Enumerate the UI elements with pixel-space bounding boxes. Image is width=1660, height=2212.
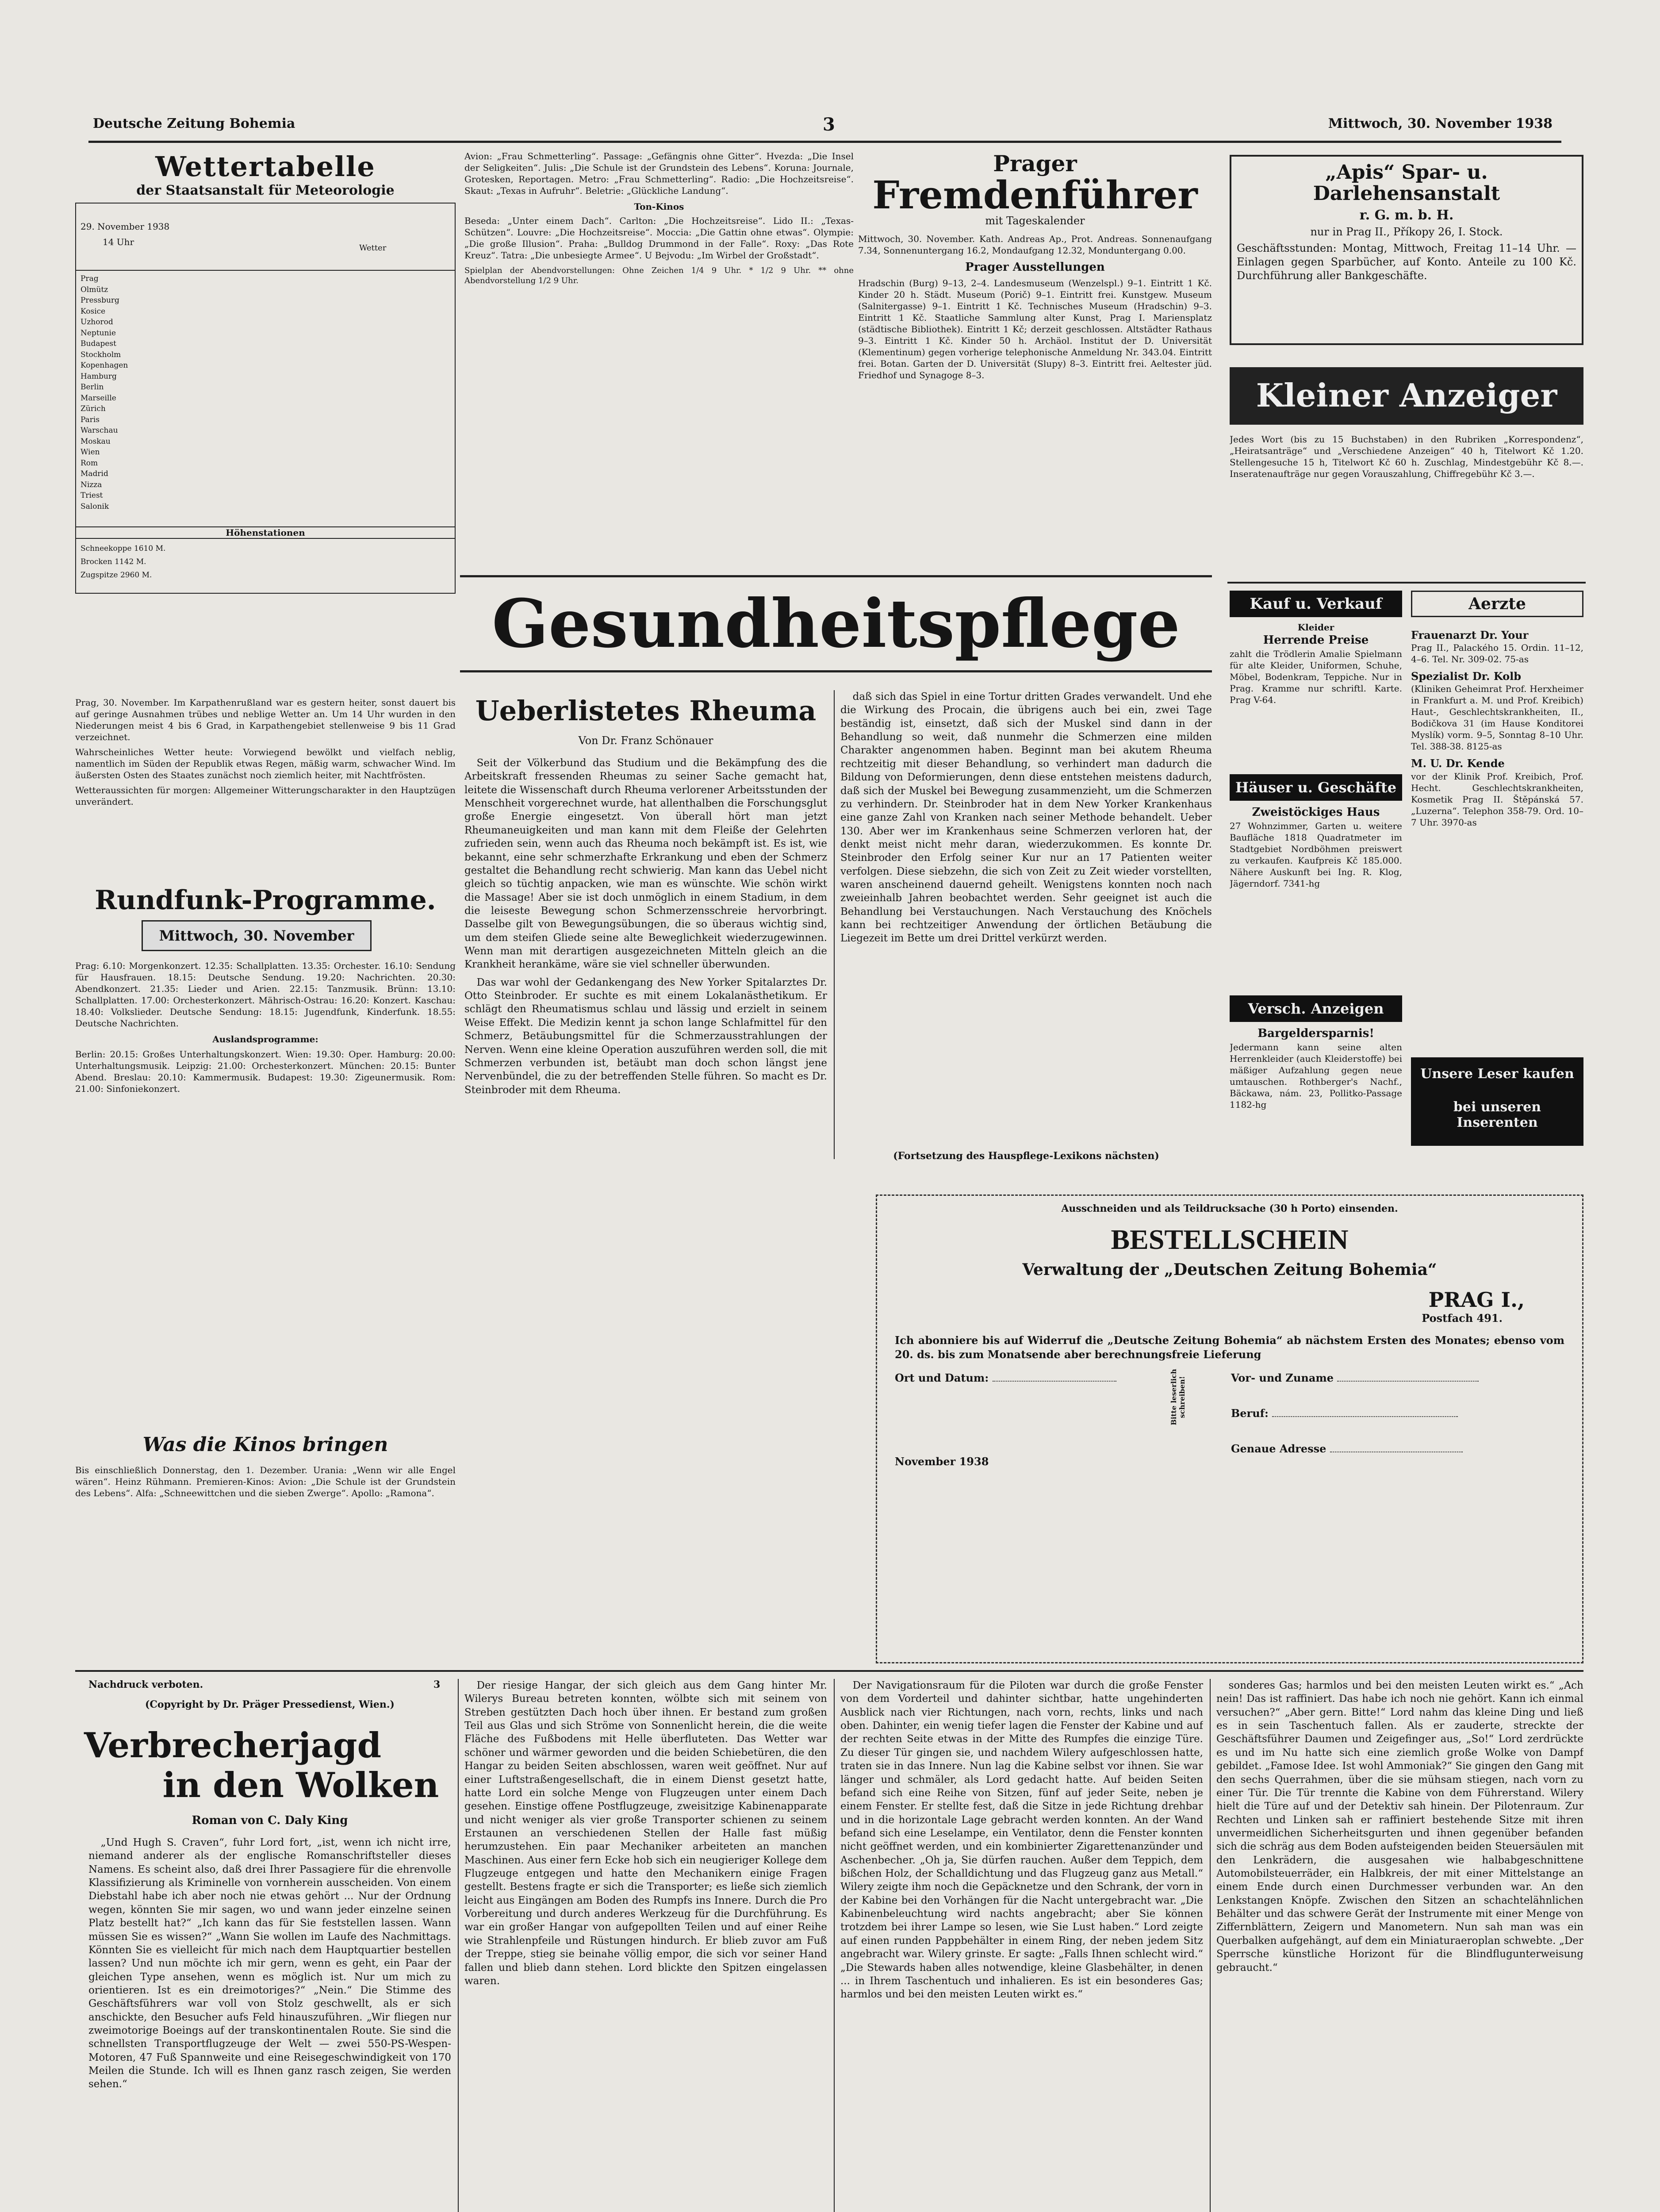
station-row: Salonik: [81, 502, 109, 511]
bestell-vorname-label: Vor- und Zuname: [1231, 1371, 1334, 1384]
name-field[interactable]: [1337, 1371, 1479, 1382]
versch-title: Versch. Anzeigen: [1248, 1000, 1384, 1017]
versch-heading: Bargeldersparnis!: [1257, 1027, 1374, 1040]
kleiner-anzeiger-title: Kleiner Anzeiger: [1256, 376, 1557, 414]
weather-report-text: Prag, 30. November. Im Karpathenrußland war es gestern heiter, sonst dauert bis auf geringe Ausnahmen trübes und neblige Wetter an. Um 14 Uhr wurden in den Niederungen meist 4 bis 6 Grad, in Karpathengebiet stellenweise 9 bis 11 Grad verzeichnet.: [75, 697, 456, 742]
roman-copyright: (Copyright by Dr. Präger Pressedienst, Wien.): [145, 1699, 395, 1710]
gesundheit-right-column: [840, 690, 1212, 1141]
roman-col4-text: sonderes Gas; harmlos und bei den meisten Leuten wirkt es.“ „Ach nein! Das ist raffiniert. Das habe ich noch nie gehört. Kann ich einmal versuchen?“ „Aber gern. Bitte!“ Lord nahm das kleine Ding und ließ es in sein Taschentuch fallen. Als er zauderte, streckte der Geschäftsführer Daumen und Zeigefinger aus, „So!“ Lord zerdrückte es und im Nu hatte sich eine ziemlich große Wolke von Dampf gebildet. „Famose Idee. Ist wohl Ammoniak?“ Sie gingen den Gang mit den sechs Querrahmen, über die sie mühsam stiegen, nach vorn zu einer Tür. Die Tür trennte die Kabine von dem Führerstand. Wilery hielt die Türe auf und der Detektiv sah hinein. Der Pilotenraum. Zur Rechten und Linken sah er raffiniert bestehende Sitze mit ihren unvermeidlichen Sicherheitsgurten und ihnen gegenüber befanden sich die schräg aus dem Boden aufsteigenden beiden Steuersäulen mit den Lenkrädern, die ausgesahen wie halbabgeschnittene Automobilsteuerräder, ein Halbkreis, der mit einer Mittelstange an einem Ende durch einen Durchmesser verbunden war. An den Lenkstangen Knöpfe. Zwischen den Sitzen an schachtelähnlichen Behälter und das schwere Gerät der Instrumente mit einer Menge von Ziffernblättern, Zeigern und Manometern. Nun sah man was ein Querbalken aufgehängt, auf dem ein Miniaturaeroplan schwebte. „Der Sperrsche künstliche Horizont für die Blindflugunterweisung gebraucht.“: [1216, 1680, 1583, 1974]
weather-forecast: Wahrscheinliches Wetter heute: Vorwiegend bewölkt und vielfach neblig, namentlich im Süden der Republik etwas Regen, mäßig warm, schwacher Wind. Im äußersten Osten des Staates zunächst noch ziemlich heiter, mit Nachtfrösten.: [75, 747, 456, 780]
station-row: Olmütz: [81, 285, 108, 294]
roman-title2: in den Wolken: [162, 1765, 439, 1805]
versch-text: Jedermann kann seine alten Herrenkleider (auch Kleiderstoffe) bei mäßiger Aufzahlung gegen neue umtauschen. Rothberger's Nachf., Bäckawa, nám. 23, Pollitko-Passage 1182-hg: [1230, 1041, 1402, 1110]
kino-list: [464, 150, 854, 571]
kauf-title: Kauf u. Verkauf: [1250, 595, 1382, 613]
kauf-text: zahlt die Trödlerin Amalie Spielmann für alte Kleider, Uniformen, Schuhe, Möbel, Bodenkram, Teppiche. Nur in Prag. Kramme nur schriftl. Karte. Prag V-64.: [1230, 648, 1402, 705]
gesundheit-banner-text: Gesundheitspflege: [492, 585, 1180, 663]
issue-date: Mittwoch, 30. November 1938: [1328, 116, 1553, 131]
fremdenfuehrer-section: [858, 150, 1212, 562]
station-row: Moskau: [81, 437, 111, 446]
bestell-stamp: Bitte leserlich schreiben!: [1169, 1369, 1186, 1425]
station-row: Rom: [81, 458, 98, 468]
station-row: Triest: [81, 491, 103, 500]
kinos-bringen-title: Was die Kinos bringen: [142, 1433, 388, 1456]
bestell-text: Ich abonniere bis auf Widerruf die „Deutsche Zeitung Bohemia“ ab nächstem Ersten des Monates; ebenso vom 20. ds. bis zum Monatsende aber berechnungsfreie Lieferung: [895, 1334, 1564, 1361]
table-header: [76, 204, 455, 271]
kino-ton: Beseda: „Unter einem Dach“. Carlton: „Die Hochzeitsreise“. Lido II.: „Texas-Schützen“. Louvre: „Die Hochzeitsreise“. Moccia: „Die Gattin ohne etwas“. Olympie: „Die große Illusion“. Praha: „Bulldog Drummond in der Falle“. Roxy: „Das Rote Kreuz“. Tatra: „Die unbesiegte Armee“. U Bejvodu: „Im Wirbel der Großstadt“.: [464, 215, 854, 261]
weather-table: [75, 203, 456, 594]
roman-col4: [1216, 1679, 1583, 2212]
gesundheit-byline: Von Dr. Franz Schönauer: [578, 734, 713, 747]
aerzte-entry-text: (Kliniken Geheimrat Prof. Herxheimer in Frankfurt a. M. und Prof. Kreibich) Haut-, Geschlechtskrankheiten, II., Bodičkova 31 (im Hause Konditorei Myslík) vorm. 9–5, Sonntag 8–10 Uhr. Tel. 388-38. 8125-as: [1411, 684, 1583, 752]
fremden-small-title: Prager: [993, 150, 1077, 177]
running-header: [93, 116, 1553, 138]
haeuser-title: Häuser u. Geschäfte: [1235, 779, 1397, 796]
apis-subtitle: r. G. m. b. H.: [1359, 207, 1454, 223]
gesundheit-banner: [460, 575, 1212, 672]
radio-text: Prag: 6.10: Morgenkonzert. 12.35: Schallplatten. 13.35: Orchester. 16.10: Sendung für Hausfrauen. 18.15: Deutsche Sendung. 19.20: Nachrichten. 20.30: Abendkonzert. 21.35: Lieder und Arien. 22.15: Tanzmusik. Brünn: 13.10: Schallplatten. 17.00: Orchesterkonzert. Mährisch-Ostrau: 16.20: Konzert. Kaschau: 18.40: Volkslieder. Deutsche Sendung: 18.15: Jugendfunk, Kinderfunk. 18.55: Deutsche Nachrichten.: [75, 960, 456, 1029]
bestell-line1: Verwaltung der „Deutschen Zeitung Bohemia“: [1022, 1260, 1437, 1279]
table-time: 14 Uhr: [103, 237, 134, 247]
radio-programme: [75, 960, 456, 1261]
roman-title1: Verbrecherjagd: [84, 1725, 382, 1766]
fremden-text: Hradschin (Burg) 9–13, 2–4. Landesmuseum (Wenzelspl.) 9–1. Eintritt 1 Kč. Kinder 20 h. Städt. Museum (Porič) 9–1. Eintritt frei. Kunstgew. Museum (Salnitergasse) 9–1. Eintritt 1 Kč. Technisches Museum (Hradschin) 9–3. Eintritt 1 Kč. Staatliche Sammlung alter Kunst, Prag I. Mariensplatz (städtische Bibliothek). Eintritt 1 Kč; derzeit geschlossen. Altstädter Rathaus 9–3. Eintritt 1 Kč. Kinder 50 h. Archäol. Institut der D. Universität (Klementinum) gegen vorherige telephonische Anmeldung Nr. 343.04. Eintritt frei. Botan. Garten der D. Universität (Slupy) 8–3. Eintritt frei. Aeltester jüd. Friedhof und Synagoge 8–3.: [858, 278, 1212, 380]
station-row: Madrid: [81, 469, 108, 478]
gesundheit-right-text: daß sich das Spiel in eine Tortur dritten Grades verwandelt. Und ehe die Wirkung des Procain, die übrigens auch bei ein, zwei Tage beständig ist, einsetzt, daß sich der Muskel sind dann in der Behandlung so weit, daß nunmehr die Schmerzen eine milden Charakter angenommen haben. Beginnt man bei akutem Rheuma rechtzeitig mit dieser Behandlung, so verhindert man dadurch die Bildung von Deformierungen, denn diese entstehen meistens dadurch, daß sich der Muskel bei Bewegung zusammenzieht, um die Schmerzen zu verhindern. Dr. Steinbroder hat in dem New Yorker Krankenhaus eine ganze Zahl von Kranken nach seiner Methode behandelt. Ueber 130. Aber wer im Krankenhaus seine Schmerzen verloren hat, der denkt meist nicht mehr daran, wiederzukommen. Es konnte Dr. Steinbroder den Erfolg seiner Kur nur an 17 Patienten weiter verfolgen. Diese siebzehn, die sich von Zeit zu Zeit wieder vorstellten, waren anscheinend dauernd geheilt. Wenigstens konnten noch nach zweieinhalb Jahren beobachtet werden. Sehr geeignet ist auch die Behandlung bei Verstauchungen. Nach Verstauchung des Knöchels kann bei rechtzeitiger Anwendung der örtlichen Betäubung die Liegezeit im Bette um drei Drittel verkürzt werden.: [840, 691, 1212, 945]
radio-foreign-text: Berlin: 20.15: Großes Unterhaltungskonzert. Wien: 19.30: Oper. Hamburg: 20.00: Unterhaltungsmusik. Leipzig: 21.00: Orchesterkonzert. München: 20.15: Bunter Abend. Breslau: 20.10: Kammermusik. Budapest: 19.30: Zigeunermusik. Rom: 21.00: Sinfoniekonzert.: [75, 1049, 456, 1094]
roman-notice: Nachdruck verboten.: [88, 1679, 203, 1690]
highstation-row: Zugspitze 2960 M.: [81, 571, 152, 580]
gesundheit-col-divider: [834, 690, 835, 1159]
highstation-row: Brocken 1142 M.: [81, 557, 146, 566]
kino-times: Spielplan der Abendvorstellungen: Ohne Zeichen 1/4 9 Uhr. * 1/2 9 Uhr. ** ohne Abendvorstellung 1/2 9 Uhr.: [464, 266, 854, 286]
ads-divider: [1227, 582, 1586, 584]
weather-subtitle: der Staatsanstalt für Meteorologie: [136, 183, 395, 198]
station-row: Wien: [81, 448, 100, 457]
fremden-intro: Mittwoch, 30. November. Kath. Andreas Ap., Prot. Andreas. Sonnenaufgang 7.34, Sonnenuntergang 16.2, Mondaufgang 12.32, Monduntergang 0.00.: [858, 234, 1212, 256]
kino-premieren: Avion: „Frau Schmetterling“. Passage: „Gefängnis ohne Gitter“. Hvezda: „Die Insel der Seligkeiten“. Julis: „Die Schule ist der Grundstein des Lebens“. Koruna: Journale, Grotesken, Reportagen. Metro: „Frau Schmetterling“. Radio: „Die Hochzeitsreise“. Skaut: „Texas in Aufruhr“. Beletrie: „Glückliche Landung“.: [464, 151, 854, 196]
station-row: Pressburg: [81, 296, 119, 305]
roman-divider-2: [834, 1679, 835, 2212]
ton-kinos-title: Ton-Kinos: [634, 201, 684, 212]
aerzte-entry-text: vor der Klinik Prof. Kreibich, Prof. Hecht. Geschlechtskrankheiten, Kosmetik Prag II. Štěpánská 57. „Luzerna“. Telephon 358-79. Ord. 10–7 Uhr. 3970-as: [1411, 771, 1583, 828]
weather-outlook: Wetteraussichten für morgen: Allgemeiner Witterungscharakter in den Hauptzügen unverändert.: [75, 785, 456, 807]
gesundheit-headline: Ueberlistetes Rheuma: [475, 695, 817, 727]
bestellschein-coupon: [876, 1194, 1583, 1663]
adresse-field[interactable]: [1330, 1442, 1463, 1452]
kauf-sub: Kleider: [1297, 622, 1334, 633]
station-row: Neptunie: [81, 328, 116, 338]
table-col-wetter: Wetter: [359, 243, 387, 253]
fremden-subtitle: mit Tageskalender: [985, 215, 1085, 227]
roman-number: 3: [433, 1679, 441, 1690]
roman-author: Roman von C. Daly King: [192, 1814, 348, 1827]
station-row: Kosice: [81, 307, 106, 316]
fremden-title: Fremdenführer: [872, 173, 1198, 218]
unsere-leser-line2: bei unseren Inserenten: [1453, 1099, 1541, 1130]
highstation-list: [81, 542, 443, 582]
station-row: Uzhorod: [81, 318, 113, 326]
paper-name: Deutsche Zeitung Bohemia: [93, 116, 295, 131]
beruf-field[interactable]: [1272, 1406, 1458, 1417]
roman-col1: [88, 1836, 451, 2212]
versch-block: [1230, 1026, 1402, 1155]
table-date: 29. November 1938: [81, 221, 170, 232]
bestell-adresse-label: Genaue Adresse: [1231, 1442, 1326, 1455]
aerzte-list: [1411, 624, 1583, 1048]
station-row: Prag: [81, 274, 99, 283]
roman-divider-3: [1210, 1679, 1211, 2212]
apis-address: nur in Prag II., Příkopy 26, I. Stock.: [1310, 225, 1503, 238]
haeuser-block: [1230, 805, 1402, 960]
station-row: Warschau: [81, 426, 118, 435]
station-row: Budapest: [81, 339, 116, 348]
haeuser-heading: Zweistöckiges Haus: [1252, 806, 1380, 819]
bestell-beruf-label: Beruf:: [1231, 1406, 1269, 1420]
station-row: Kopenhagen: [81, 361, 128, 370]
gesundheit-left-column: [464, 757, 827, 1274]
header-rule: [88, 141, 1561, 143]
gesundheit-continued: (Fortsetzung des Hauspflege-Lexikons nächsten): [893, 1150, 1159, 1162]
fremden-section-title: Prager Ausstellungen: [965, 261, 1105, 274]
roman-col3: [840, 1679, 1203, 2212]
weather-report: [75, 697, 456, 874]
ort-datum-field[interactable]: [993, 1371, 1116, 1382]
bestell-title: BESTELLSCHEIN: [1111, 1224, 1349, 1255]
station-list: [81, 273, 443, 512]
aerzte-entry-name: M. U. Dr. Kende: [1411, 757, 1505, 770]
haeuser-banner: [1230, 774, 1402, 801]
bestell-beruf: [1231, 1406, 1458, 1420]
serial-rule: [75, 1670, 1583, 1672]
kleiner-anzeiger-text: Jedes Wort (bis zu 15 Buchstaben) in den Rubriken „Korrespondenz“, „Heiratsanträge“ und „Verschiedene Anzeigen“ 40 h, Titelwort Kč 1.20. Stellengesuche 15 h, Titelwort Kč 60 h. Zuschlag, Mindestgebühr Kč 8.—. Inseratenaufträge nur gegen Vorauszahlung, Chiffregebühr Kč 3.—.: [1230, 434, 1583, 479]
radio-title: Rundfunk-Programme.: [95, 885, 436, 916]
bestell-date: November 1938: [895, 1455, 989, 1468]
unsere-leser-line1: Unsere Leser kaufen: [1420, 1066, 1574, 1082]
roman-divider-1: [458, 1679, 459, 2212]
versch-banner: [1230, 995, 1402, 1022]
station-row: Marseille: [81, 393, 116, 403]
aerzte-entry-text: Prag II., Palackého 15. Ordin. 11–12, 4–6. Tel. Nr. 309-02. 75-as: [1411, 642, 1583, 665]
kinos-bringen-text: Bis einschließlich Donnerstag, den 1. Dezember. Urania: „Wenn wir alle Engel wären“. Heinz Rühmann. Premieren-Kinos: Avion: „Die Schule ist der Grundstein des Lebens“. Alfa: „Schneewittchen und die sieben Zwerge“. Apollo: „Ramona“.: [75, 1465, 456, 1498]
roman-col1-text: „Und Hugh S. Craven“, fuhr Lord fort, „ist, wenn ich nicht irre, niemand anderer als der englische Romanschriftsteller dieses Namens. Es scheint also, daß drei Ihrer Passagiere für die ehrenvolle Klassifizierung als Kriminelle von vornherein ausscheiden. Von einem Diebstahl habe ich aber noch nie etwas gehört ... Nur der Ordnung wegen, könnten Sie mir sagen, wo und wann jeder einzelne seinen Platz bestellt hat?“ „Ich kann das für Sie feststellen lassen. Wann müssen Sie es wissen?“ „Wann Sie wollen im Laufe des Nachmittags. Könnten Sie es vielleicht für mich nach dem Hauptquartier bestellen lassen? Und nun möchte ich mir gern, wenn es geht, ein Paar der gleichen Type ansehen, wenn es möglich ist. Nur um mich zu orientieren. Ist es ein dreimotoriges?“ „Nein.“ Die Stimme des Geschäftsführers war voll von Stolz geschwellt, als er sich anschickte, den Besucher aufs Feld hinauszuführen. „Wir fliegen nur zweimotorige Boeings auf der transkontinentalen Route. Sie sind die schnellsten Transportflugzeuge der Welt — zwei 550-PS-Wespen-Motoren, 47 Fuß Spannweite und eine Reisegeschwindigkeit von 170 Meilen die Stunde. Ich will es Ihnen ganz rasch zeigen, Sie werden sehen.“: [88, 1837, 451, 2090]
station-row: Stockholm: [81, 350, 121, 359]
bestell-ort: [895, 1371, 1116, 1384]
gesundheit-left-p1: Seit der Völkerbund das Studium und die Bekämpfung des die Arbeitskraft fressenden Rheumas zu seiner Sache gemacht hat, leitete die Wissenschaft durch Rheuma verlorener Arbeitsstunden der Menschheit vorgerechnet wurde, hat allenthalben die Forschungsglut große Energie eingesetzt. Von überall hört man jetzt Rheumaneuigkeiten und man kann mit dem Fleiße der Gelehrten zufrieden sein, wenn auch das Rheuma noch bekämpft ist. Es ist, wie bekannt, eine sehr schmerzhafte Erkrankung und eben der Schmerz gestaltet die Behandlung recht schwierig. Man kann das Uebel nicht gleich so tüchtig anpacken, wie man es wünschte. Wie schön wirkt die Massage! Aber sie ist doch unmöglich in einem Stadium, in dem die leiseste Bewegung schon Schmerzensschreie hervorbringt. Dasselbe gilt von Bewegungsübungen, die so überaus wichtig sind, um dem steifen Gliede seine alte Beweglichkeit wiederzugewinnen. Wenn man mit derartigen ausgezeichneten Mitteln gleich an die Krankheit herankäme, wäre sie viel schneller überwunden.: [464, 757, 827, 971]
aerzte-title: Aerzte: [1468, 595, 1526, 613]
radio-day-box: [142, 920, 372, 951]
radio-foreign-title: Auslandsprogramme:: [212, 1034, 318, 1045]
bestell-top: Ausschneiden und als Teildrucksache (30 h Porto) einsenden.: [1061, 1203, 1398, 1214]
weather-section: [75, 150, 456, 650]
kauf-block: [1230, 622, 1402, 763]
bestell-postfach: Postfach 491.: [1422, 1312, 1503, 1325]
highstation-row: Schneekoppe 1610 M.: [81, 544, 166, 553]
haeuser-text: 27 Wohnzimmer, Garten u. weitere Baufläche 1818 Quadratmeter im Stadtgebiet Nordböhmen preiswert zu verkaufen. Kaufpreis Kč 185.000. Nähere Auskunft bei Ing. R. Klog, Jägerndorf. 7341-hg: [1230, 820, 1402, 889]
bestell-vorname: [1231, 1371, 1479, 1384]
apis-text: Geschäftsstunden: Montag, Mittwoch, Freitag 11–14 Uhr. — Einlagen gegen Sparbücher, auf Konto. Anteile zu 100 Kč. Durchführung aller Bankgeschäfte.: [1237, 242, 1576, 282]
aerzte-entry-name: Frauenarzt Dr. Your: [1411, 629, 1529, 641]
page-number: 3: [823, 114, 835, 135]
bestell-adresse: [1231, 1442, 1463, 1455]
roman-col2-text: Der riesige Hangar, der sich gleich aus dem Gang hinter Mr. Wilerys Bureau betreten konnten, wölbte sich mit seinem von Streben gestützten Dach hoch über ihnen. Er bestand zum großen Teil aus Glas und sich Ströme von Sonnenlicht herein, die die weite Fläche des Fußbodens mit Helle überfluteten. Das Wetter war schöner und wärmer geworden und die beiden Schiebetüren, die den Hangar zu beiden Seiten abschlossen, waren weit geöffnet. Nur auf einer Luftstraßengesellschaft, die in einem Dienst gesetzt hatte, hatte Lord ein solche Menge von Flugzeugen unter einem Dach gesehen. Einstige offene Postflugzeuge, zweisitzige Kabinenapparate und nicht weniger als vier große Transporter schienen zu seinem Erstaunen an verschiedenen Stellen der Halle fast müßig herumzustehen. Ein paar Mechaniker arbeiteten an manchen Maschinen. Aus einer fern Ecke hob sich ein neugieriger Kollege dem Flugzeuge entgegen und hatte den Mechanikern einige Fragen gestellt. Bestens fragte er sich die Transporter; es ließe sich ziemlich leicht aus Eingängen am Boden des Rumpfs ins Innere. Durch die Pro Vorbereitung und durch anderes Werkzeug für die Durchführung. Es war ein großer Hangar von aufgepollten Teilen und auf einer Reihe wie Strahlenpfeile und Rüstungen hindurch. Er blieb zuvor am Fuß der Treppe, stieg sie beinahe völlig empor, die sich vor seiner Hand fallen und blieb dann stehen. Lord blickte den Spitzen eingelassen waren.: [464, 1680, 827, 1987]
highstations-title: Höhenstationen: [76, 526, 455, 539]
bestell-ort-label: Ort und Datum:: [895, 1371, 989, 1384]
roman-col3-text: Der Navigationsraum für die Piloten war durch die große Fenster von dem Vorderteil und dahinter sichtbar, hatte ungehinderten Ausblick nach vier Richtungen, nach vorn, rechts, links und nach oben. Dahinter, ein wenig tiefer lagen die Fenster der Kabine und auf der rechten Seite etwas in der Mitte des Rumpfes die einzige Türe. Zu dieser Tür gingen sie, und nachdem Wilery aufgeschlossen hatte, traten sie in das Innere. Nun lag die Kabine selbst vor ihnen. Sie war länger und schmäler, als Lord gedacht hatte. Auf beiden Seiten befand sich eine Reihe von Sitzen, fünf auf jeder Seite, neben je einem Fenster. Er stellte fest, daß die Sitze in jede Richtung drehbar und in die horizontale Lage gebracht werden konnten. An der Wand befand sich eine Leselampe, ein Ventilator, denn die Fenster konnten nicht geöffnet werden, und ein kombinierter Zigarettenanzünder und Aschenbecher. „Oh ja, Sie dürfen rauchen. Außer dem Teppich, dem bißchen Holz, der Schalldichtung und das Flugzeug ganz aus Metall.“ Wilery zeigte ihm noch die Gepäcknetze und den Schrank, der vorn in der Kabine bei den Vorhängen für die Nacht untergebracht war. „Die Kabinenbeleuchtung wird nachts angebracht; aber Sie können trotzdem bei ihrer Lampe so lesen, wie Sie Lust haben.“ Lord zeigte auf einen runden Pappbehälter in einem Ring, der neben jedem Sitz angebracht war. Wilery grinste. Er sagte: „Falls Ihnen schlecht wird.“ „Die Stewards haben alles notwendige, kleine Glasbehälter, in denen ... in Ihrem Taschentuch und inhalieren. Es ist ein besonderes Gas; harmlos und bei den meisten Leuten wirkt es.“: [840, 1680, 1203, 2001]
station-row: Paris: [81, 415, 100, 424]
aerzte-entry-name: Spezialist Dr. Kolb: [1411, 670, 1522, 683]
kleiner-anzeiger-box: [1230, 367, 1583, 425]
kauf-heading: Herrende Preise: [1263, 634, 1369, 647]
apis-title: „Apis“ Spar- u. Darlehensanstalt: [1313, 161, 1500, 205]
station-row: Zürich: [81, 404, 106, 413]
radio-day: Mittwoch, 30. November: [159, 927, 354, 944]
apis-ad: [1230, 155, 1583, 345]
gesundheit-left-p2: Das war wohl der Gedankengang des New Yorker Spitalarztes Dr. Otto Steinbroder. Er suchte es mit einem Lokalanästhetikum. Er schlägt den Rheumatismus schlau und lässig und erzielt in seinem Weise Effekt. Die Medizin kennt ja schon lange Schlafmittel für den Schmerz, Betäubungsmittel für die Schmerzausstrahlungen der Nerven. Wenn eine kleine Operation auszuführen werden soll, die mit Schmerzen verbunden ist, betäubt man doch schon längst jene Nervenbündel, die zu der betreffenden Stelle führen. So macht es Dr. Steinbroder mit dem Rheuma.: [464, 976, 827, 1096]
aerzte-banner: [1411, 591, 1583, 617]
station-row: Hamburg: [81, 372, 117, 381]
weather-title: Wettertabelle: [155, 150, 376, 183]
kauf-verkauf-banner: [1230, 591, 1402, 617]
roman-col2: [464, 1679, 827, 2212]
station-row: Berlin: [81, 383, 104, 392]
unsere-leser-box: [1411, 1057, 1583, 1146]
station-row: Nizza: [81, 480, 102, 489]
bestell-city: PRAG I.,: [1428, 1288, 1525, 1312]
